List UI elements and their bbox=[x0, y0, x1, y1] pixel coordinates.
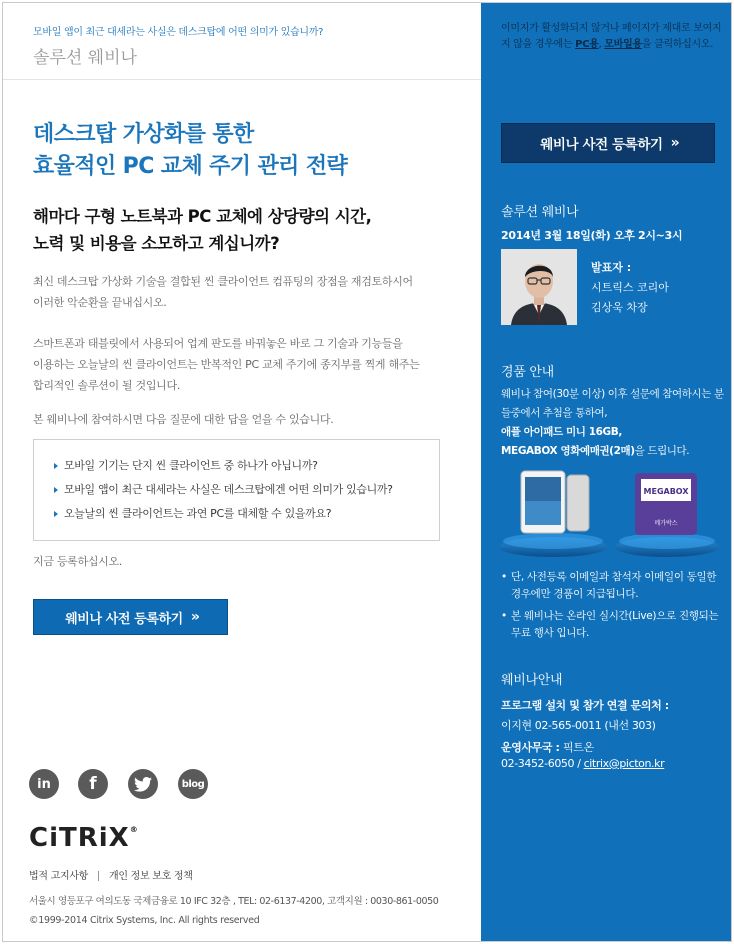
list-item: • 단, 사전등록 이메일과 참석자 이메일이 동일한 경우에만 경품이 지급됩니다. bbox=[501, 569, 723, 603]
megabox-label: MEGABOX bbox=[643, 487, 689, 496]
webinar-date: 2014년 3월 18일(화) 오후 2시~3시 bbox=[501, 229, 683, 242]
header-tagline: 모바일 앱이 최근 대세라는 사실은 데스크탑에 어떤 의미가 있습니까? bbox=[33, 27, 324, 38]
cta-text: 지금 등록하십시오. bbox=[33, 555, 123, 568]
double-chevron-right-icon: » bbox=[670, 135, 676, 151]
pc-version-link[interactable]: PC용 bbox=[575, 39, 599, 50]
sidebar-register-button[interactable]: 웨비나 사전 등록하기 » bbox=[501, 123, 715, 163]
list-item: 오늘날의 씬 클라이언트는 과연 PC를 대체할 수 있을까요? bbox=[54, 502, 439, 526]
page-title: 데스크탑 가상화를 통한 효율적인 PC 교체 주기 관리 전략 bbox=[33, 122, 348, 179]
prize-illustration bbox=[497, 463, 719, 559]
privacy-policy-link[interactable]: 개인 정보 보호 정책 bbox=[109, 871, 193, 882]
speaker-company: 시트릭스 코리아 bbox=[591, 281, 669, 294]
contact-person: 이지현 02-565-0011 (내선 303) bbox=[501, 719, 656, 732]
view-notice: 이미지가 활성화되지 않거나 페이지가 제대로 보여지지 않을 경우에는 PC용, 모바일용을 클릭하십시오. bbox=[501, 23, 722, 50]
office-info: 운영사무국 : 픽트온 bbox=[501, 741, 594, 754]
section-title-prize: 경품 안내 bbox=[501, 365, 554, 380]
list-item: 모바일 기기는 단지 씬 클라이언트 중 하나가 아닙니까? bbox=[54, 454, 439, 478]
prize-notes bbox=[501, 569, 723, 647]
section-title-webinar: 솔루션 웨비나 bbox=[501, 205, 579, 220]
office-contact: 02-3452-6050 / citrix@picton.kr bbox=[501, 757, 665, 770]
speaker-label: 발표자 : bbox=[591, 261, 632, 274]
prize-description: 웨비나 참여(30분 이상) 이후 설문에 참여하시는 분들중에서 추첨을 통하여, 애플 아이패드 미니 16GB, MEGABOX 영화예매권(2매)을 드립니다. bbox=[501, 388, 724, 457]
section-title-info: 웨비나안내 bbox=[501, 673, 563, 688]
intro-paragraph: 최신 데스크탑 가상화 기술을 결합된 씬 클라이언트 컴퓨팅의 장점을 재검토하시어 이러한 악순환을 끝내십시오. bbox=[33, 275, 413, 309]
register-button[interactable]: 웨비나 사전 등록하기 » bbox=[33, 599, 228, 635]
contact-label: 프로그램 설치 및 참가 연결 문의처 : bbox=[501, 699, 669, 712]
blog-icon[interactable]: blog bbox=[178, 769, 208, 799]
office-email-link[interactable]: citrix@picton.kr bbox=[583, 757, 665, 770]
bullet-arrow-icon bbox=[54, 487, 58, 493]
list-item: • 본 웨비나는 온라인 실시간(Live)으로 진행되는 무료 행사 입니다. bbox=[501, 608, 723, 642]
mobile-version-link[interactable]: 모바일용 bbox=[604, 39, 642, 50]
facebook-icon[interactable]: f bbox=[78, 769, 108, 799]
email-page bbox=[2, 2, 732, 942]
legal-notice-link[interactable]: 법적 고지사항 bbox=[29, 871, 89, 882]
twitter-icon[interactable] bbox=[128, 769, 158, 799]
twitter-bird-icon bbox=[134, 777, 152, 792]
speaker-photo bbox=[501, 249, 577, 325]
sidebar bbox=[481, 3, 732, 941]
bullet-arrow-icon bbox=[54, 511, 58, 517]
footer-links bbox=[29, 867, 193, 882]
page-subtitle: 해마다 구형 노트북과 PC 교체에 상당량의 시간, 노력 및 비용을 소모하고 계십니까? bbox=[33, 207, 372, 253]
footer-address: 서울시 영등포구 여의도동 국제금융로 10 IFC 32층 , TEL: 02-6137-4200, 고객지원 : 0030-861-0050 bbox=[29, 896, 439, 907]
header-divider bbox=[3, 79, 481, 80]
double-chevron-right-icon: » bbox=[190, 609, 196, 625]
bullet-arrow-icon bbox=[54, 463, 58, 469]
speaker-portrait-icon bbox=[501, 249, 577, 325]
question-box bbox=[33, 439, 440, 541]
megabox-sub-label: 메가박스 bbox=[654, 520, 678, 527]
body-paragraph: 스마트폰과 태블릿에서 사용되어 업계 판도를 바꿔놓은 바로 그 기술과 기능들을 이용하는 오늘날의 씬 클라이언트는 반복적인 PC 교체 주기에 종지부를 찍게 해주는 합리적인 솔루션이 될 것입니다. bbox=[33, 337, 420, 392]
main-column bbox=[3, 3, 481, 941]
prize-images bbox=[497, 463, 719, 559]
linkedin-icon[interactable]: in bbox=[29, 769, 59, 799]
speaker-name: 김상욱 차장 bbox=[591, 301, 648, 314]
brand-label: 솔루션 웨비나 bbox=[33, 48, 137, 68]
link-divider bbox=[98, 871, 99, 881]
citrix-logo: CiTRiX® bbox=[29, 823, 139, 853]
benefit-paragraph: 본 웨비나에 참여하시면 다음 질문에 대한 답을 얻을 수 있습니다. bbox=[33, 413, 334, 426]
list-item: 모바일 앱이 최근 대세라는 사실은 데스크탑에겐 어떤 의미가 있습니까? bbox=[54, 478, 439, 502]
footer-copyright: ©1999-2014 Citrix Systems, Inc. All rights reserved bbox=[29, 915, 260, 926]
